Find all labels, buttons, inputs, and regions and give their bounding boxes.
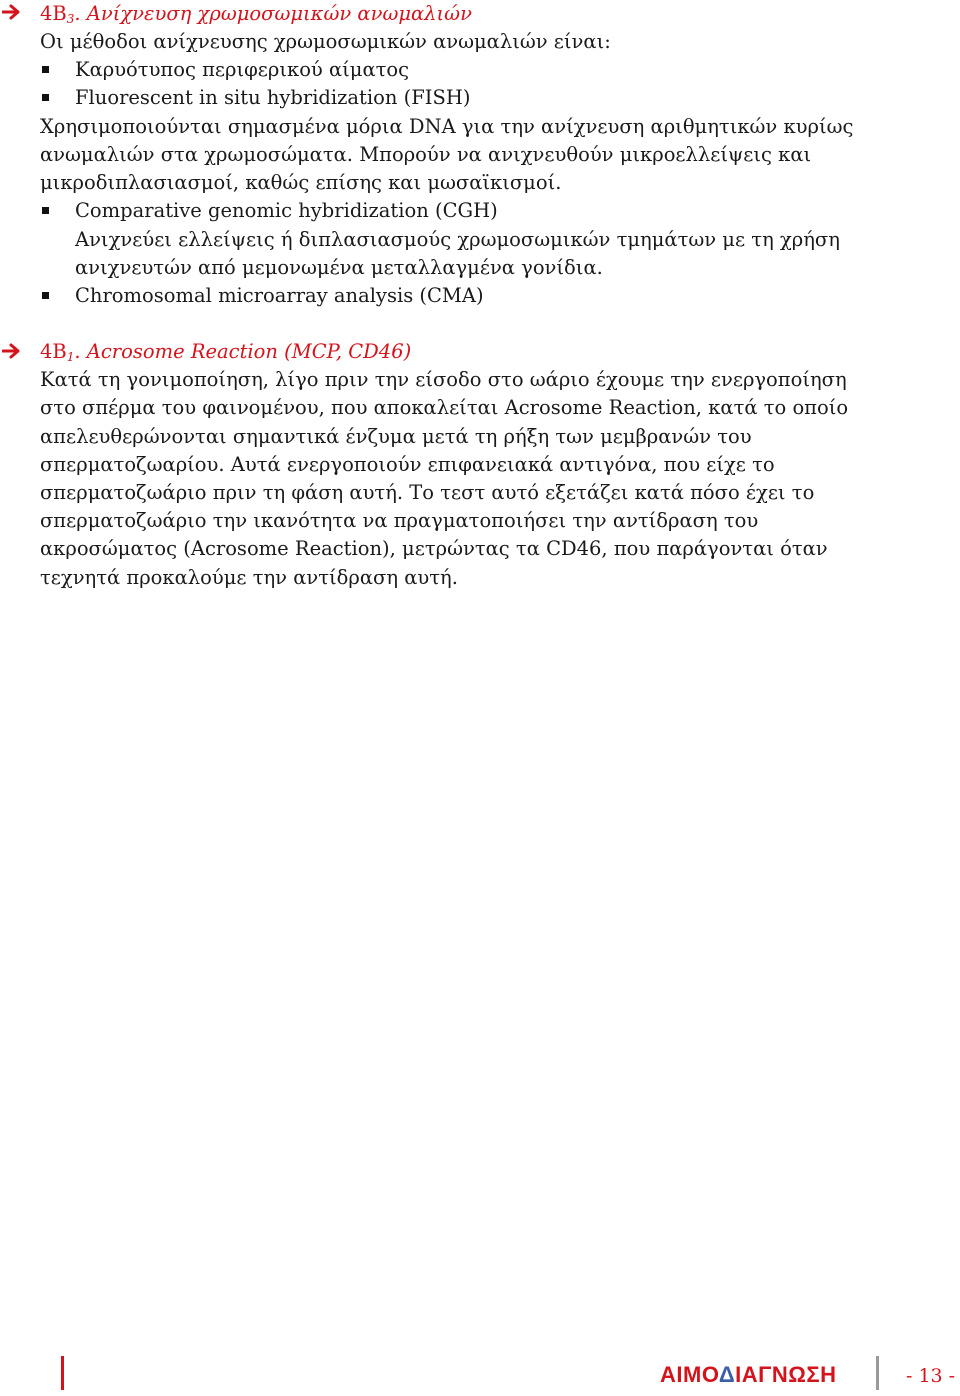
heading-title: . Acrosome Reaction (MCP, CD46)	[74, 340, 412, 363]
brand-text-part: Δ	[718, 1362, 736, 1387]
section-heading-acrosome	[40, 338, 411, 368]
square-bullet-icon	[42, 292, 49, 299]
acrosome-paragraph-line: απελευθερώνονται σημαντικά ένζυμα μετά τη ρήξη των μεμβρανών του	[40, 425, 752, 448]
heading-title: . Ανίχνευση χρωμοσωμικών ανωμαλιών	[74, 2, 472, 25]
heading-subscript: 3	[66, 12, 75, 26]
footer-separator	[876, 1356, 879, 1390]
cgh-description-line: ανιχνευτών από μεμονωμένα μεταλλαγμένα γονίδια.	[75, 256, 603, 279]
acrosome-paragraph-line: τεχνητά προκαλούμε την αντίδραση αυτή.	[40, 566, 458, 589]
fish-description-line: Χρησιμοποιούνται σημασμένα μόρια DNA για την ανίχνευση αριθμητικών κυρίως	[40, 115, 854, 138]
footer-left-rule	[61, 1356, 64, 1390]
heading-subscript: 1	[66, 350, 75, 364]
acrosome-paragraph-line: σπερματοζωάριο πριν τη φάση αυτή. Το τεστ αυτό εξετάζει κατά πόσο έχει το	[40, 481, 815, 504]
brand-logo	[660, 1361, 837, 1389]
fish-description-line: ανωμαλιών στα χρωμοσώματα. Μπορούν να ανιχνευθούν μικροελλείψεις και	[40, 143, 812, 166]
arrow-right-icon	[2, 343, 24, 359]
bullet-karyotype: Καρυότυπος περιφερικού αίματος	[75, 58, 410, 81]
brand-text-part: ΙΑΓΝΩΣΗ	[735, 1362, 837, 1387]
intro-text: Οι μέθοδοι ανίχνευσης χρωμοσωμικών ανωμαλιών είναι:	[40, 30, 611, 53]
acrosome-paragraph-line: σπερματοζωάριο την ικανότητα να πραγματοποιήσει την αντίδραση του	[40, 509, 759, 532]
section-heading-chromosomal	[40, 0, 472, 30]
square-bullet-icon	[42, 66, 49, 73]
bullet-fish: Fluorescent in situ hybridization (FISH)	[75, 86, 471, 109]
acrosome-paragraph-line: σπερματοζωαρίου. Αυτά ενεργοποιούν επιφανειακά αντιγόνα, που είχε το	[40, 453, 775, 476]
heading-number: 4B	[40, 2, 67, 25]
acrosome-paragraph-line: ακροσώματος (Acrosome Reaction), μετρώντας τα CD46, που παράγονται όταν	[40, 537, 828, 560]
square-bullet-icon	[42, 207, 49, 214]
fish-description-line: μικροδιπλασιασμοί, καθώς επίσης και μωσαϊκισμοί.	[40, 171, 562, 194]
arrow-right-icon	[2, 4, 24, 20]
page-number: - 13 -	[906, 1365, 956, 1387]
heading-number: 4B	[40, 340, 67, 363]
acrosome-paragraph-line: Κατά τη γονιμοποίηση, λίγο πριν την είσοδο στο ωάριο έχουμε την ενεργοποίηση	[40, 368, 847, 391]
bullet-cma: Chromosomal microarray analysis (CMA)	[75, 284, 484, 307]
bullet-cgh: Comparative genomic hybridization (CGH)	[75, 199, 498, 222]
brand-text-part: ΑΙΜΟ	[660, 1362, 719, 1387]
square-bullet-icon	[42, 94, 49, 101]
acrosome-paragraph-line: στο σπέρμα του φαινομένου, που αποκαλείται Acrosome Reaction, κατά το οποίο	[40, 396, 849, 419]
cgh-description-line: Ανιχνεύει ελλείψεις ή διπλασιασμούς χρωμοσωμικών τμημάτων με τη χρήση	[75, 228, 840, 251]
